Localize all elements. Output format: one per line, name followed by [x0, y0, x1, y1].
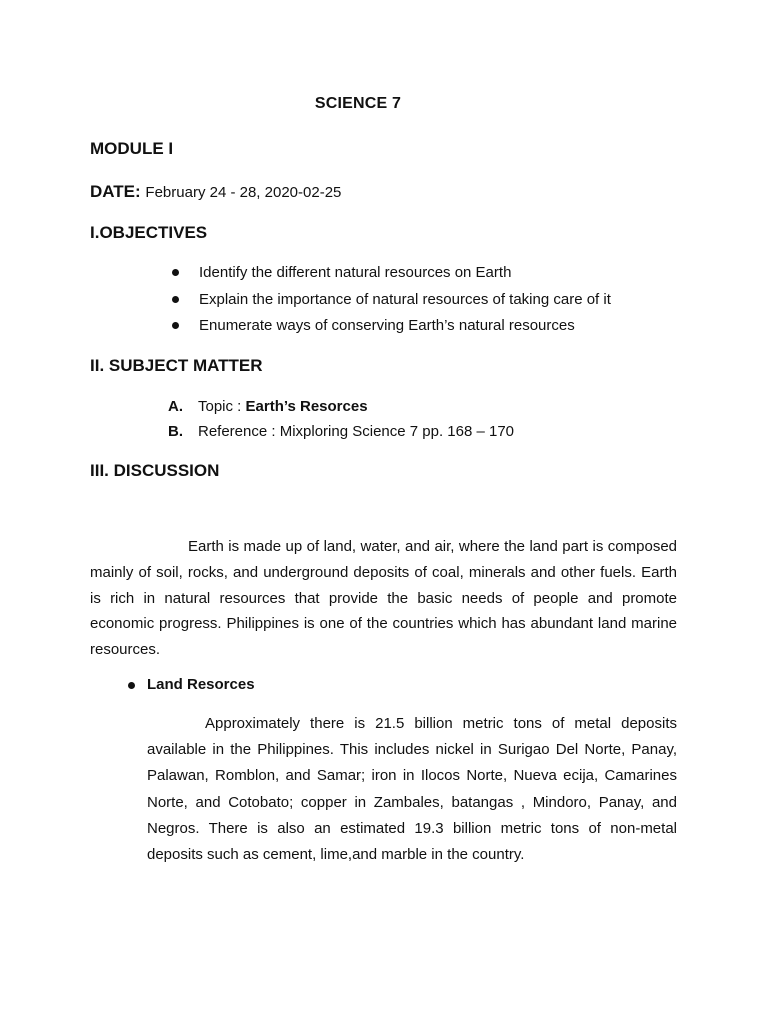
item-value: Earth’s Resorces	[245, 398, 368, 415]
subject-matter-item	[168, 422, 514, 447]
land-resources-paragraph: Approximately there is 21.5 billion metric tons of metal deposits available in the Philippines. This includes nickel in Surigao Del Norte, Panay, Palawan, Romblon, and Samar; iron in Ilocos Norte, Nueva ecija, Camarines Norte, and Cotobato; copper in Zambales, batangas , Mindoro, Panay, and Negros. There is also an estimated 19.3 billion metric tons of non-metal deposits such as cement, lime,and marble in the country.	[147, 715, 677, 864]
objectives-list	[172, 263, 611, 343]
bullet-icon	[128, 682, 135, 689]
item-letter: B.	[168, 423, 183, 440]
objective-text: Identify the different natural resources on Earth	[199, 264, 512, 281]
bullet-icon	[172, 269, 179, 276]
document-title: SCIENCE 7	[314, 95, 402, 112]
objective-text: Explain the importance of natural resources of taking care of it	[199, 290, 611, 308]
objectives-heading: I.OBJECTIVES	[90, 223, 208, 242]
bullet-icon	[172, 322, 179, 329]
item-letter: A.	[168, 398, 183, 415]
subject-matter-item	[168, 397, 514, 422]
land-resources-title: Land Resorces	[147, 676, 255, 693]
item-label: Topic :	[198, 398, 246, 415]
date-value: February 24 - 28, 2020-02-25	[145, 184, 342, 201]
discussion-paragraph: Earth is made up of land, water, and air, where the land part is composed mainly of soil, rocks, and underground deposits of coal, minerals and other fuels. Earth is rich in natural resources that provide the basic needs of people and promote economic progress. Philippines is one of the countries which has abundant land marine resources.	[90, 538, 677, 659]
discussion-heading: III. DISCUSSION	[90, 461, 220, 480]
subject-matter-list	[168, 397, 514, 447]
date-label: DATE:	[90, 182, 141, 201]
subject-matter-heading: II. SUBJECT MATTER	[90, 356, 263, 375]
date-line	[90, 182, 341, 202]
item-label: Reference : Mixploring Science 7 pp. 168 – 170	[198, 423, 515, 440]
objective-item	[172, 316, 611, 343]
objective-item	[172, 290, 611, 317]
objective-item	[172, 263, 611, 290]
module-heading: MODULE I	[90, 139, 174, 158]
bullet-icon	[172, 296, 179, 303]
objective-text: Enumerate ways of conserving Earth’s natural resources	[199, 317, 575, 334]
